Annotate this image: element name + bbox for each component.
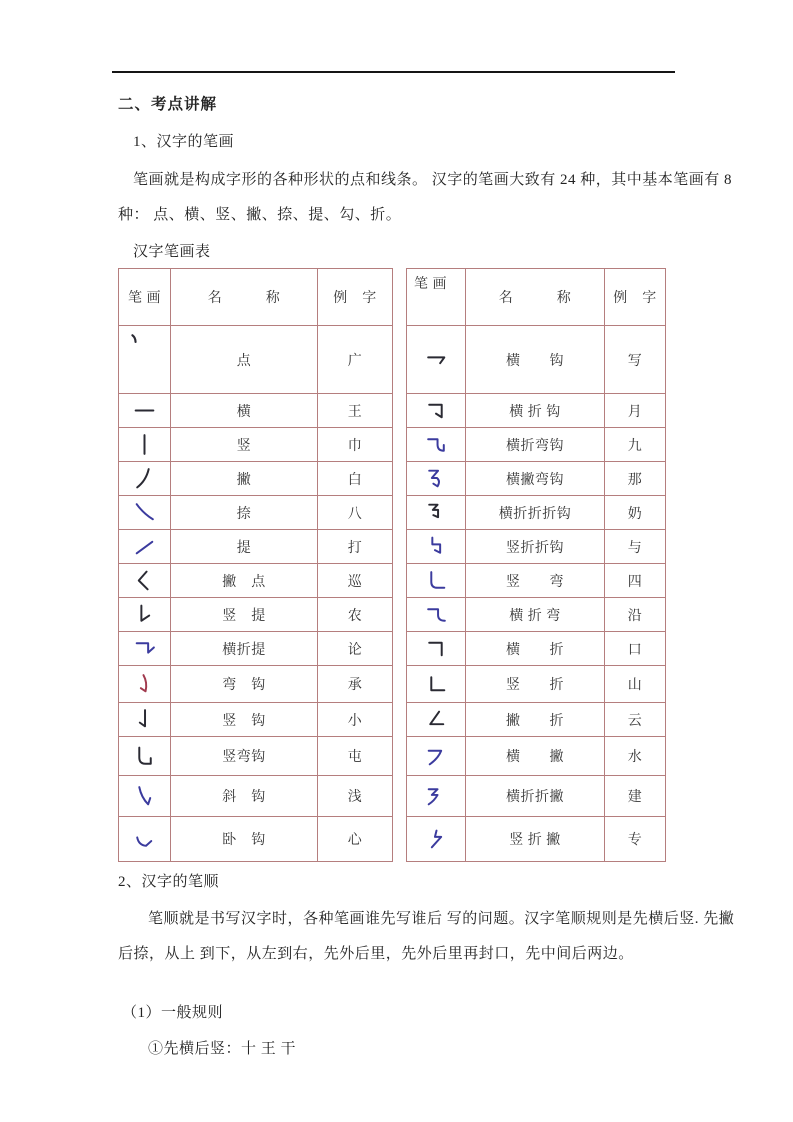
stroke-name-cell: 竖 折 bbox=[466, 666, 605, 703]
stroke-table-left bbox=[118, 268, 393, 862]
paragraph-2-line-1: 笔顺就是书写汉字时，各种笔画谁先写谁后 写的问题。汉字笔顺规则是先横后竖. 先撇 bbox=[148, 911, 735, 927]
stroke-icon-szzg bbox=[424, 534, 449, 559]
paragraph-1-line-1: 笔画就是构成字形的各种形状的点和线条。 汉字的笔画大致有 24 种，其中基本笔画有 8 bbox=[133, 172, 733, 188]
column-header-name: 名 称 bbox=[171, 269, 318, 326]
stroke-icon-pz bbox=[424, 707, 449, 732]
stroke-glyph-cell bbox=[407, 632, 466, 666]
rule-item-1: ①先横后竖：十 王 干 bbox=[148, 1041, 297, 1057]
column-header-example: 例 字 bbox=[605, 269, 666, 326]
example-char-cell: 那 bbox=[605, 462, 666, 496]
table-row bbox=[407, 598, 666, 632]
stroke-name-cell: 竖 提 bbox=[171, 598, 318, 632]
stroke-name-cell: 横撇弯钩 bbox=[466, 462, 605, 496]
table-row bbox=[407, 632, 666, 666]
example-char-cell: 浅 bbox=[318, 776, 393, 817]
example-char-cell: 写 bbox=[605, 326, 666, 394]
stroke-icon-t bbox=[132, 534, 157, 559]
table-row bbox=[407, 496, 666, 530]
table-row bbox=[407, 530, 666, 564]
stroke-icon-d bbox=[126, 331, 143, 348]
stroke-glyph-cell bbox=[407, 326, 466, 394]
table-row bbox=[119, 632, 393, 666]
stroke-icon-n bbox=[132, 500, 157, 525]
stroke-icon-hg bbox=[424, 347, 449, 372]
example-char-cell: 巾 bbox=[318, 428, 393, 462]
section-heading: 二、考点讲解 bbox=[118, 96, 218, 113]
stroke-name-cell: 横 bbox=[171, 394, 318, 428]
example-char-cell: 广 bbox=[318, 326, 393, 394]
stroke-name-cell: 横折弯钩 bbox=[466, 428, 605, 462]
stroke-name-cell: 撇 bbox=[171, 462, 318, 496]
stroke-glyph-cell bbox=[407, 776, 466, 817]
table-row bbox=[407, 737, 666, 776]
table-header-row bbox=[119, 269, 393, 326]
example-char-cell: 农 bbox=[318, 598, 393, 632]
stroke-name-cell: 竖弯钩 bbox=[171, 737, 318, 776]
stroke-name-cell: 撇 折 bbox=[466, 703, 605, 737]
example-char-cell: 承 bbox=[318, 666, 393, 703]
stroke-glyph-cell bbox=[407, 737, 466, 776]
subsection-2-title: 2、汉字的笔顺 bbox=[118, 874, 220, 890]
stroke-name-cell: 竖 bbox=[171, 428, 318, 462]
example-char-cell: 打 bbox=[318, 530, 393, 564]
column-header-example: 例 字 bbox=[318, 269, 393, 326]
stroke-icon-sg bbox=[132, 707, 157, 732]
table-row bbox=[119, 817, 393, 862]
stroke-name-cell: 横 撇 bbox=[466, 737, 605, 776]
example-char-cell: 四 bbox=[605, 564, 666, 598]
stroke-name-cell: 点 bbox=[171, 326, 318, 394]
stroke-glyph-cell bbox=[407, 598, 466, 632]
stroke-name-cell: 竖 折 撇 bbox=[466, 817, 605, 862]
example-char-cell: 屯 bbox=[318, 737, 393, 776]
general-rules-title: （1）一般规则 bbox=[122, 1005, 224, 1021]
stroke-glyph-cell bbox=[119, 326, 171, 394]
stroke-glyph-cell bbox=[119, 462, 171, 496]
example-char-cell: 山 bbox=[605, 666, 666, 703]
stroke-glyph-cell bbox=[119, 530, 171, 564]
stroke-glyph-cell bbox=[407, 530, 466, 564]
table-row bbox=[119, 737, 393, 776]
stroke-icon-p bbox=[132, 466, 157, 491]
stroke-icon-swg bbox=[132, 744, 157, 769]
stroke-name-cell: 捺 bbox=[171, 496, 318, 530]
table-row bbox=[119, 326, 393, 394]
table-row bbox=[407, 394, 666, 428]
stroke-icon-hpwg bbox=[424, 466, 449, 491]
stroke-icon-hp bbox=[424, 744, 449, 769]
stroke-glyph-cell bbox=[119, 598, 171, 632]
example-char-cell: 水 bbox=[605, 737, 666, 776]
stroke-name-cell: 卧 钩 bbox=[171, 817, 318, 862]
example-char-cell: 月 bbox=[605, 394, 666, 428]
stroke-name-cell: 横 折 弯 bbox=[466, 598, 605, 632]
column-header-name: 名 称 bbox=[466, 269, 605, 326]
paragraph-1-line-2: 种： 点、横、竖、撇、捺、提、勾、折。 bbox=[118, 207, 402, 223]
table-caption: 汉字笔画表 bbox=[133, 244, 211, 260]
stroke-name-cell: 横折折折钩 bbox=[466, 496, 605, 530]
stroke-name-cell: 竖 弯 bbox=[466, 564, 605, 598]
table-row bbox=[407, 703, 666, 737]
stroke-glyph-cell bbox=[407, 703, 466, 737]
stroke-icon-szp bbox=[424, 827, 449, 852]
stroke-icon-xg bbox=[132, 784, 157, 809]
table-header-row bbox=[407, 269, 666, 326]
table-row bbox=[119, 703, 393, 737]
stroke-icon-hzw bbox=[424, 602, 449, 627]
table-row bbox=[407, 666, 666, 703]
stroke-icon-st bbox=[132, 602, 157, 627]
table-row bbox=[407, 462, 666, 496]
stroke-name-cell: 竖折折钩 bbox=[466, 530, 605, 564]
table-row bbox=[407, 326, 666, 394]
table-row bbox=[119, 428, 393, 462]
stroke-glyph-cell bbox=[119, 776, 171, 817]
stroke-name-cell: 提 bbox=[171, 530, 318, 564]
stroke-name-cell: 横 钩 bbox=[466, 326, 605, 394]
stroke-icon-hzzzg bbox=[424, 500, 449, 525]
stroke-glyph-cell bbox=[407, 564, 466, 598]
example-char-cell: 八 bbox=[318, 496, 393, 530]
stroke-glyph-cell bbox=[119, 737, 171, 776]
table-row bbox=[119, 564, 393, 598]
example-char-cell: 论 bbox=[318, 632, 393, 666]
paragraph-1 bbox=[118, 163, 793, 233]
stroke-glyph-cell bbox=[407, 428, 466, 462]
example-char-cell: 心 bbox=[318, 817, 393, 862]
table-row bbox=[119, 598, 393, 632]
stroke-icon-sz bbox=[424, 672, 449, 697]
stroke-icon-hzt bbox=[132, 636, 157, 661]
table-row bbox=[407, 564, 666, 598]
table-row bbox=[119, 776, 393, 817]
stroke-name-cell: 横折提 bbox=[171, 632, 318, 666]
stroke-name-cell: 竖 钩 bbox=[171, 703, 318, 737]
stroke-icon-hz bbox=[424, 636, 449, 661]
stroke-glyph-cell bbox=[119, 666, 171, 703]
stroke-glyph-cell bbox=[119, 817, 171, 862]
stroke-glyph-cell bbox=[407, 817, 466, 862]
stroke-glyph-cell bbox=[119, 564, 171, 598]
stroke-icon-sw bbox=[424, 568, 449, 593]
stroke-tables bbox=[118, 268, 793, 862]
example-char-cell: 奶 bbox=[605, 496, 666, 530]
stroke-name-cell: 横 折 钩 bbox=[466, 394, 605, 428]
stroke-glyph-cell bbox=[407, 666, 466, 703]
example-char-cell: 专 bbox=[605, 817, 666, 862]
stroke-name-cell: 斜 钩 bbox=[171, 776, 318, 817]
table-row bbox=[119, 530, 393, 564]
column-header-stroke: 笔 画 bbox=[119, 269, 171, 326]
paragraph-2-line-2: 后捺，从上 到下，从左到右，先外后里，先外后里再封口，先中间后两边。 bbox=[118, 946, 634, 962]
stroke-glyph-cell bbox=[119, 394, 171, 428]
stroke-icon-bxg bbox=[132, 827, 157, 852]
stroke-name-cell: 横 折 bbox=[466, 632, 605, 666]
stroke-glyph-cell bbox=[119, 703, 171, 737]
stroke-name-cell: 撇 点 bbox=[171, 564, 318, 598]
stroke-icon-wg bbox=[132, 672, 157, 697]
table-row bbox=[119, 666, 393, 703]
example-char-cell: 口 bbox=[605, 632, 666, 666]
stroke-glyph-cell bbox=[407, 462, 466, 496]
example-char-cell: 沿 bbox=[605, 598, 666, 632]
table-row bbox=[407, 428, 666, 462]
stroke-name-cell: 弯 钩 bbox=[171, 666, 318, 703]
stroke-icon-hzzp bbox=[424, 784, 449, 809]
header-rule bbox=[112, 71, 675, 73]
example-char-cell: 建 bbox=[605, 776, 666, 817]
stroke-icon-hzg bbox=[424, 398, 449, 423]
table-row bbox=[407, 817, 666, 862]
stroke-icon-h bbox=[132, 398, 157, 423]
example-char-cell: 小 bbox=[318, 703, 393, 737]
table-row bbox=[407, 776, 666, 817]
stroke-glyph-cell bbox=[407, 496, 466, 530]
stroke-table-right bbox=[406, 268, 666, 862]
example-char-cell: 九 bbox=[605, 428, 666, 462]
stroke-icon-hzwg bbox=[424, 432, 449, 457]
table-row bbox=[119, 462, 393, 496]
table-row bbox=[119, 496, 393, 530]
example-char-cell: 巡 bbox=[318, 564, 393, 598]
example-char-cell: 王 bbox=[318, 394, 393, 428]
stroke-glyph-cell bbox=[119, 428, 171, 462]
example-char-cell: 白 bbox=[318, 462, 393, 496]
stroke-icon-pd bbox=[132, 568, 157, 593]
stroke-name-cell: 横折折撇 bbox=[466, 776, 605, 817]
subsection-1-title: 1、汉字的笔画 bbox=[133, 134, 235, 150]
column-header-stroke: 笔 画 bbox=[407, 269, 466, 326]
stroke-glyph-cell bbox=[119, 496, 171, 530]
example-char-cell: 云 bbox=[605, 703, 666, 737]
stroke-glyph-cell bbox=[119, 632, 171, 666]
paragraph-2 bbox=[118, 902, 793, 972]
stroke-icon-s bbox=[132, 432, 157, 457]
table-row bbox=[119, 394, 393, 428]
example-char-cell: 与 bbox=[605, 530, 666, 564]
stroke-glyph-cell bbox=[407, 394, 466, 428]
